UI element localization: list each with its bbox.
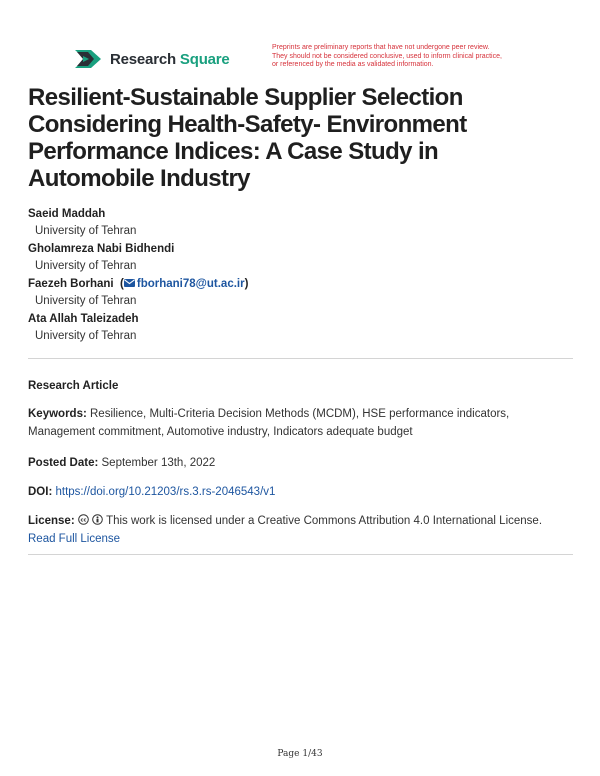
author-name-with-email: Faezeh Borhani ( fborhani78@ut.ac.ir)	[28, 278, 249, 290]
notice-line: Preprints are preliminary reports that have not undergone peer review.	[272, 44, 490, 51]
doi-link[interactable]: https://doi.org/10.21203/rs.3.rs-2046543/v1	[55, 486, 276, 498]
divider	[28, 554, 573, 555]
license	[28, 512, 573, 548]
doi	[28, 483, 573, 501]
author-name: Ata Allah Taleizadeh	[28, 313, 139, 325]
envelope-icon	[124, 279, 135, 287]
preprint-notice	[272, 44, 557, 70]
license-label: License:	[28, 515, 75, 527]
notice-line: or referenced by the media as validated information.	[272, 61, 434, 68]
posted-date-value: September 13th, 2022	[101, 457, 216, 469]
creative-commons-icon	[78, 514, 89, 525]
author-name: Gholamreza Nabi Bidhendi	[28, 243, 175, 255]
research-square-logo-icon	[75, 48, 103, 70]
posted-date	[28, 454, 573, 472]
svg-text:cc: cc	[80, 517, 87, 524]
posted-date-label: Posted Date:	[28, 457, 99, 469]
author-affiliation: University of Tehran	[35, 225, 137, 237]
article-type: Research Article	[28, 380, 119, 392]
author-affiliation: University of Tehran	[35, 330, 137, 342]
keywords-label: Keywords:	[28, 408, 87, 420]
author-name: Saeid Maddah	[28, 208, 106, 220]
attribution-icon	[92, 514, 103, 525]
header	[75, 44, 555, 78]
author-affiliation: University of Tehran	[35, 260, 137, 272]
divider	[28, 358, 573, 359]
keywords	[28, 405, 573, 441]
notice-line: They should not be considered conclusive, used to inform clinical practice,	[272, 52, 502, 60]
author-email: fborhani78@ut.ac.ir	[136, 278, 245, 290]
research-square-logo[interactable]	[75, 48, 230, 70]
read-full-license-link[interactable]: Read Full License	[28, 533, 121, 545]
logo-text-square: Square	[179, 50, 230, 68]
paper-title: Resilient-Sustainable Supplier Selection Considering Health-Safety- Environment Performance Indices: A Case Study in Automobile Industry	[28, 84, 467, 192]
keywords-value: Resilience, Multi-Criteria Decision Methods (MCDM), HSE performance indicators, Management commitment, Automotive industry, Indicators adequate budget	[28, 408, 510, 438]
doi-label: DOI:	[28, 486, 53, 498]
logo-text	[110, 51, 230, 68]
page-number: Page 1/43	[277, 749, 323, 759]
author-email-link[interactable]	[124, 278, 245, 290]
author-list	[28, 207, 568, 347]
logo-text-research: Research	[110, 50, 176, 68]
author-name: Faezeh Borhani	[28, 278, 114, 290]
license-text: This work is licensed under a Creative Commons Attribution 4.0 International License.	[106, 515, 543, 527]
author-affiliation: University of Tehran	[35, 295, 137, 307]
